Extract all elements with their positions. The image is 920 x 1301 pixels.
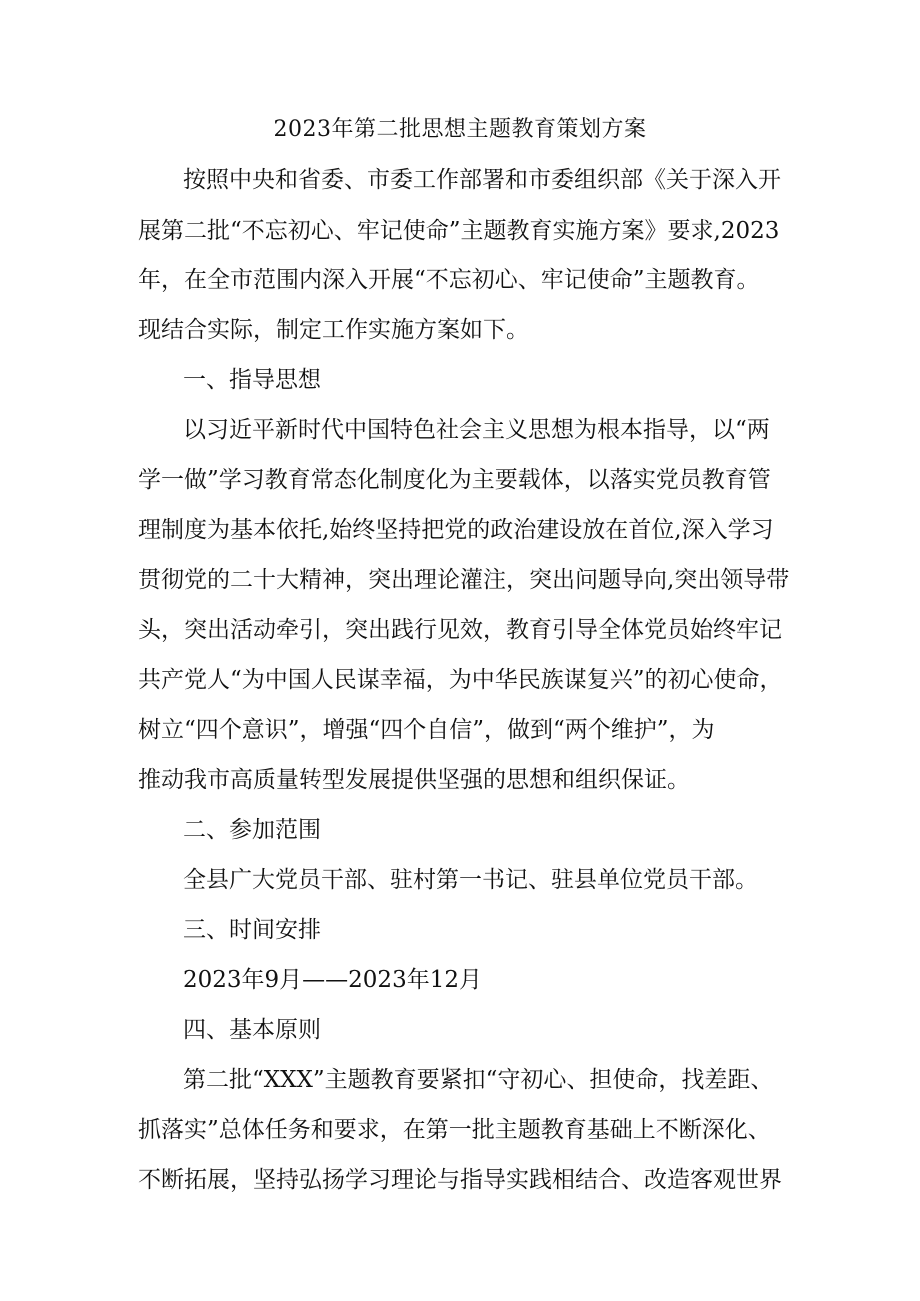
paragraph-line: 第二批“XXX”主题教育要紧扣“守初心、担使命，找差距、: [183, 1067, 774, 1093]
paragraph-line: 年，在全市范围内深入开展“不忘初心、牢记使命”主题教育。: [138, 267, 760, 293]
paragraph-line: 树立“四个意识”，增强“四个自信”，做到“两个维护”，为: [138, 717, 715, 743]
paragraph-line: 理制度为基本依托,始终坚持把党的政治建设放在首位,深入学习: [138, 517, 774, 543]
paragraph-line: 不断拓展，坚持弘扬学习理论与指导实践相结合、改造客观世界: [138, 1167, 782, 1193]
paragraph-line: 现结合实际，制定工作实施方案如下。: [138, 317, 529, 343]
paragraph-line: 全县广大党员干部、驻村第一书记、驻县单位党员干部。: [183, 867, 758, 893]
paragraph-line: 展第二批“不忘初心、牢记使命”主题教育实施方案》要求,2023: [138, 218, 780, 244]
paragraph-line: 按照中央和省委、市委工作部署和市委组织部《关于深入开: [183, 167, 781, 193]
paragraph-line: 头，突出活动牵引，突出践行见效，教育引导全体党员始终牢记: [138, 617, 782, 643]
paragraph-line: 推动我市高质量转型发展提供坚强的思想和组织保证。: [138, 767, 690, 793]
paragraph-line: 以习近平新时代中国特色社会主义思想为根本指导，以“两: [183, 417, 770, 443]
section-heading: 一、指导思想: [183, 367, 321, 393]
section-heading: 三、时间安排: [183, 917, 321, 943]
paragraph-line: 共产党人“为中国人民谋幸福，为中华民族谋复兴”的初心使命，: [138, 667, 783, 693]
paragraph-line: 2023年9月——2023年12月: [183, 967, 482, 993]
section-heading: 二、参加范围: [183, 817, 321, 843]
paragraph-line: 学一做”学习教育常态化制度化为主要载体，以落实党员教育管: [138, 467, 771, 493]
document-title: 2023年第二批思想主题教育策划方案: [273, 117, 647, 142]
section-heading: 四、基本原则: [183, 1017, 321, 1043]
paragraph-line: 抓落实”总体任务和要求，在第一批主题教育基础上不断深化、: [138, 1117, 771, 1143]
paragraph-line: 贯彻党的二十大精神，突出理论灌注，突出问题导向,突出领导带: [138, 567, 790, 593]
